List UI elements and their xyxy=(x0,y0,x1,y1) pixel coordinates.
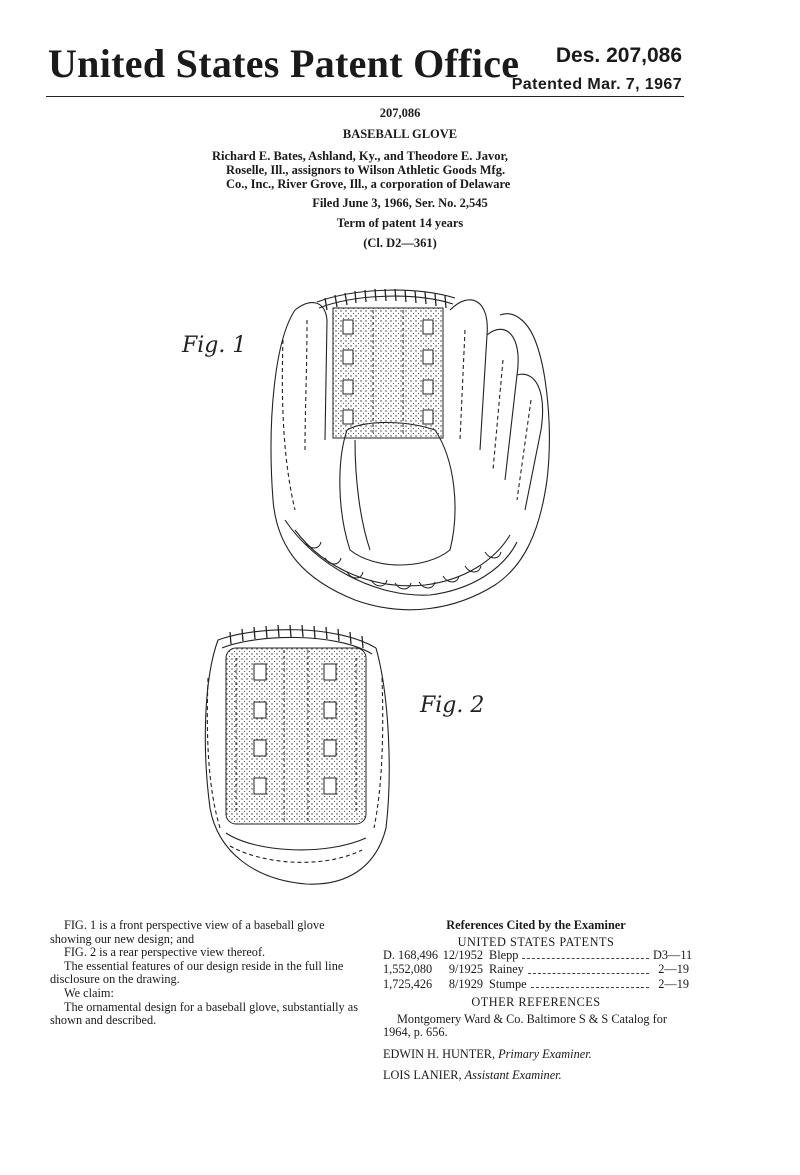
references-column xyxy=(383,918,693,1083)
other-reference-text: Montgomery Ward & Co. Baltimore S & S Catalog for 1964, p. 656. xyxy=(383,1011,667,1040)
inventors-line: Co., Inc., River Grove, Ill., a corporation of Delaware xyxy=(226,177,511,192)
reference-number: D. 168,496 xyxy=(383,948,438,963)
primary-examiner-role: Primary Examiner. xyxy=(498,1046,592,1061)
filed-line: Filed June 3, 1966, Ser. No. 2,545 xyxy=(312,196,488,210)
reference-row xyxy=(383,978,689,992)
fig1-glove-drawing xyxy=(255,280,555,625)
description-paragraph: We claim: xyxy=(64,985,114,1000)
description-paragraph: FIG. 1 is a front perspective view of a baseball glove showing our new design; and xyxy=(50,918,325,946)
reference-row xyxy=(383,948,693,963)
us-patents-heading: UNITED STATES PATENTS xyxy=(457,934,615,949)
reference-number: 1,552,080 xyxy=(383,962,433,977)
reference-number: 1,725,426 xyxy=(383,976,433,991)
term-line: Term of patent 14 years xyxy=(336,216,464,230)
reference-date: 9/1925 xyxy=(448,962,483,977)
inventors-block xyxy=(212,149,532,192)
reference-class: 2—19 xyxy=(658,962,689,977)
fig2-label: Fig. 2 xyxy=(420,693,485,718)
other-references-heading: OTHER REFERENCES xyxy=(471,995,601,1010)
reference-date: 8/1929 xyxy=(448,976,483,991)
inventors-line: Richard E. Bates, Ashland, Ky., and Theodore E. Javor, xyxy=(212,149,509,163)
description-column xyxy=(50,919,360,1028)
reference-class: D3—11 xyxy=(653,948,693,963)
patent-number: 207,086 xyxy=(379,106,421,120)
patented-date: Patented Mar. 7, 1967 xyxy=(511,76,682,93)
reference-name: Stumpe xyxy=(489,976,527,991)
fig1-label: Fig. 1 xyxy=(182,333,247,358)
description-paragraph: The ornamental design for a baseball glove, substantially as shown and described. xyxy=(50,999,359,1028)
assistant-examiner-name: LOIS LANIER, xyxy=(383,1068,462,1083)
assistant-examiner xyxy=(383,1069,689,1083)
header-rule xyxy=(46,96,684,97)
inventors-line: Roselle, Ill., assignors to Wilson Athletic Goods Mfg. xyxy=(226,163,506,178)
primary-examiner-name: EDWIN H. HUNTER, xyxy=(383,1046,496,1061)
reference-class: 2—19 xyxy=(658,976,689,991)
design-number: Des. 207,086 xyxy=(555,44,682,67)
description-paragraph: The essential features of our design reside in the full line disclosure on the drawing. xyxy=(50,958,344,987)
reference-row xyxy=(383,963,689,977)
leader-dots xyxy=(522,949,649,959)
leader-dots xyxy=(528,963,649,973)
patent-title: BASEBALL GLOVE xyxy=(342,127,458,141)
fig2-glove-drawing xyxy=(196,618,396,890)
reference-date: 12/1952 xyxy=(442,948,483,963)
leader-dots xyxy=(531,978,649,988)
description-paragraph: FIG. 2 is a rear perspective view thereof. xyxy=(64,945,266,960)
office-title: United States Patent Office xyxy=(48,41,520,86)
classification-line: (Cl. D2—361) xyxy=(363,236,437,250)
reference-name: Rainey xyxy=(489,962,524,977)
references-heading: References Cited by the Examiner xyxy=(446,918,626,932)
assistant-examiner-role: Assistant Examiner. xyxy=(464,1068,562,1083)
reference-name: Blepp xyxy=(489,948,519,963)
primary-examiner xyxy=(383,1048,689,1062)
